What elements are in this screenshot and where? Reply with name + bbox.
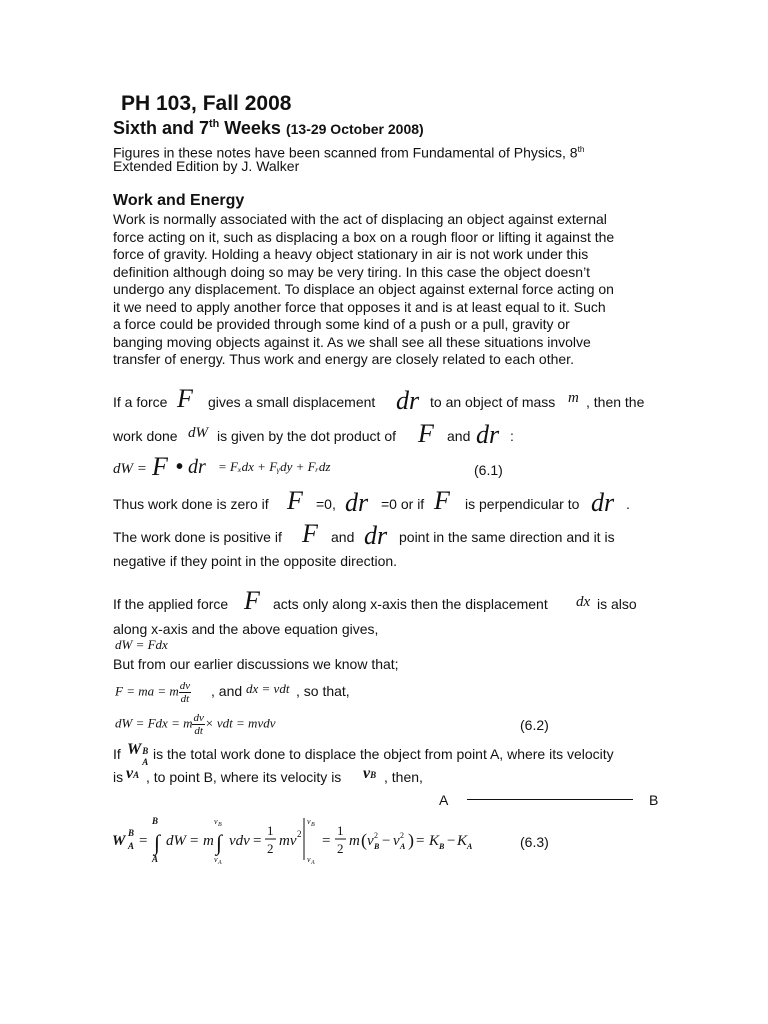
symbol-dr: dr [364, 521, 388, 550]
intro-line: Work is normally associated with the act of displacing an object against external [113, 211, 607, 227]
along-text: along x-axis and the above equation gives, [113, 621, 379, 637]
svg-text:(: ( [361, 830, 367, 850]
svg-text:B: B [152, 816, 159, 826]
force-sentence-part: gives a small displacement [208, 394, 376, 410]
svg-text:m: m [203, 833, 214, 849]
svg-text:1: 1 [267, 823, 274, 838]
intro-paragraph [113, 211, 653, 369]
symbol-m: m [568, 390, 579, 406]
eq63-svg [110, 812, 480, 868]
zero-work-text: Thus work done is zero if [113, 496, 269, 512]
intro-line: force acting on it, such as displacing a box on a rough floor or lifting it against the [113, 228, 615, 245]
force-sentence-part: to an object of mass [430, 394, 556, 410]
svg-text:=: = [416, 833, 425, 849]
svg-text:∫: ∫ [154, 830, 161, 855]
F-ma-eq: F = ma = m $\frac{dv}{dt}$ [115, 680, 191, 705]
is-text: is [113, 769, 124, 785]
perp-text: is perpendicular to [465, 496, 580, 512]
displacement-line [467, 799, 633, 800]
if-W-text: If [113, 746, 121, 762]
symbol-F: F [177, 384, 193, 413]
x-axis-text: acts only along x-axis then the displacement [273, 596, 548, 612]
eq61-dot: • [176, 456, 184, 478]
svg-text:=: = [253, 833, 262, 849]
svg-text:v: v [307, 855, 311, 864]
svg-text:A: A [218, 860, 222, 866]
svg-text:v: v [214, 817, 218, 826]
svg-text:B: B [439, 842, 445, 851]
intro-line: definition although doing so may be very tiring. In this case the object doesn’t [113, 263, 591, 280]
intro-line: undergo any displacement. To displace an object against external force acting on [113, 281, 614, 297]
to-point-B-text: , to point B, where its velocity is [146, 769, 342, 785]
then-text: , then, [384, 769, 423, 785]
svg-text:K: K [429, 833, 440, 849]
svg-text:A: A [152, 854, 159, 864]
total-work-text: is the total work done to displace the object from point A, where its velocity [153, 746, 614, 762]
course-title: PH 103, Fall 2008 [121, 92, 292, 115]
svg-text:2: 2 [267, 841, 274, 856]
svg-text:A: A [128, 841, 135, 851]
point-B-label: B [649, 792, 659, 808]
svg-text:1: 1 [337, 823, 344, 838]
eq62-number: (6.2) [520, 717, 549, 733]
force-sentence-part: , then the [586, 394, 645, 410]
symbol-F: F [434, 486, 450, 515]
symbol-dr: dr [476, 420, 500, 449]
eq63-number: (6.3) [520, 834, 549, 850]
svg-text:B: B [128, 828, 135, 838]
symbol-F: F [244, 586, 260, 615]
svg-text:v: v [393, 833, 400, 849]
vB-symbol: vB [363, 765, 377, 782]
svg-text:v: v [367, 833, 374, 849]
symbol-dr: dr [345, 488, 369, 517]
svg-text:B: B [218, 822, 222, 828]
symbol-F: F [302, 519, 318, 548]
svg-text:W: W [112, 833, 126, 849]
and-text: and [331, 529, 355, 545]
period: . [626, 496, 630, 512]
svg-text:B: B [311, 822, 315, 828]
is-also-text: is also [597, 596, 637, 612]
svg-text:vdv: vdv [229, 833, 250, 849]
svg-text:2: 2 [374, 831, 378, 840]
source-note-line1: Figures in these notes have been scanned from Fundamental of Physics, 8th [113, 144, 585, 161]
svg-text:2: 2 [337, 841, 344, 856]
svg-text:2: 2 [400, 831, 404, 840]
svg-text:dW: dW [166, 833, 186, 849]
svg-text:=: = [322, 833, 331, 849]
symbol-dr: dr [396, 386, 420, 415]
positive-text: The work done is positive if [113, 529, 282, 545]
svg-text:2: 2 [297, 829, 302, 839]
eq61-F: F [152, 452, 168, 481]
svg-text:−: − [382, 833, 391, 849]
symbol-dr: dr [591, 488, 615, 517]
svg-text:): ) [408, 830, 414, 850]
and-dx-text: , and [211, 683, 243, 699]
dvdt-fraction: $\frac{dv}{dt}$ [179, 680, 191, 705]
zero-or-text: =0 or if [381, 496, 425, 512]
svg-text:A: A [400, 842, 406, 851]
W-AB-symbol: W B A [127, 741, 149, 767]
dWFdx-eq: dW = Fdx [115, 637, 168, 652]
section-heading: Work and Energy [113, 192, 245, 209]
dates: (13-29 October 2008) [285, 121, 424, 137]
and-text: and [447, 428, 471, 444]
earlier-text: But from our earlier discussions we know that; [113, 656, 399, 672]
svg-text:=: = [139, 833, 148, 849]
negative-text: negative if they point in the opposite direction. [113, 553, 398, 569]
weeks-heading: Sixth and 7th Weeks (13-29 October 2008) [113, 118, 424, 138]
intro-line: a force could be provided through some kind of a push or a pull, gravity or [113, 316, 570, 332]
same-direction-text: point in the same direction and it is [399, 529, 615, 545]
eq61-number: (6.1) [474, 462, 503, 478]
svg-text:∫: ∫ [216, 830, 223, 855]
svg-text:B: B [374, 842, 380, 851]
intro-line: transfer of energy. Thus work and energy are closely related to each other. [113, 351, 574, 367]
svg-text:v: v [307, 817, 311, 826]
svg-text:=: = [190, 833, 199, 849]
eq61-lhs: dW = [113, 461, 147, 477]
point-A-label: A [439, 792, 449, 808]
dvdt-fraction: $\frac{dv}{dt}$ [193, 712, 204, 737]
intro-line: it we need to apply another force that opposes it and is at least equal to it. Such [113, 298, 606, 315]
dot-product-text: is given by the dot product of [217, 428, 396, 444]
svg-text:v: v [214, 855, 218, 864]
dx-vdt-eq: dx = vdt [246, 681, 290, 696]
svg-text:K: K [457, 833, 468, 849]
eq61-dr: dr [188, 456, 206, 478]
eq62: dW = Fdx = m $\frac{dv}{dt}$ × vdt = mvdv [115, 712, 276, 737]
work-done-label: work done [113, 428, 178, 444]
colon-text: : [510, 428, 514, 444]
svg-text:A: A [311, 860, 315, 866]
force-sentence: If a force [113, 394, 168, 410]
symbol-F: F [287, 486, 303, 515]
symbol-dx: dx [576, 594, 591, 610]
so-that-text: , so that, [296, 683, 350, 699]
symbol-dW: dW [188, 425, 208, 441]
eq61-rhs: = Fₓdx + Fᵧdy + Fᵣdz [218, 459, 331, 474]
vA-symbol: vA [126, 765, 140, 782]
intro-line: banging moving objects against it. As we shall see all these situations involve [113, 333, 591, 350]
symbol-F: F [418, 419, 434, 448]
svg-text:mv: mv [279, 833, 297, 849]
svg-text:m: m [349, 833, 360, 849]
svg-text:−: − [447, 833, 456, 849]
applied-force-text: If the applied force [113, 596, 229, 612]
zero-eq-text: =0, [316, 496, 336, 512]
intro-line: force of gravity. Holding a heavy object stationary in air is not work under this [113, 246, 589, 262]
svg-text:A: A [467, 842, 473, 851]
source-note-line2: Extended Edition by J. Walker [113, 158, 300, 174]
